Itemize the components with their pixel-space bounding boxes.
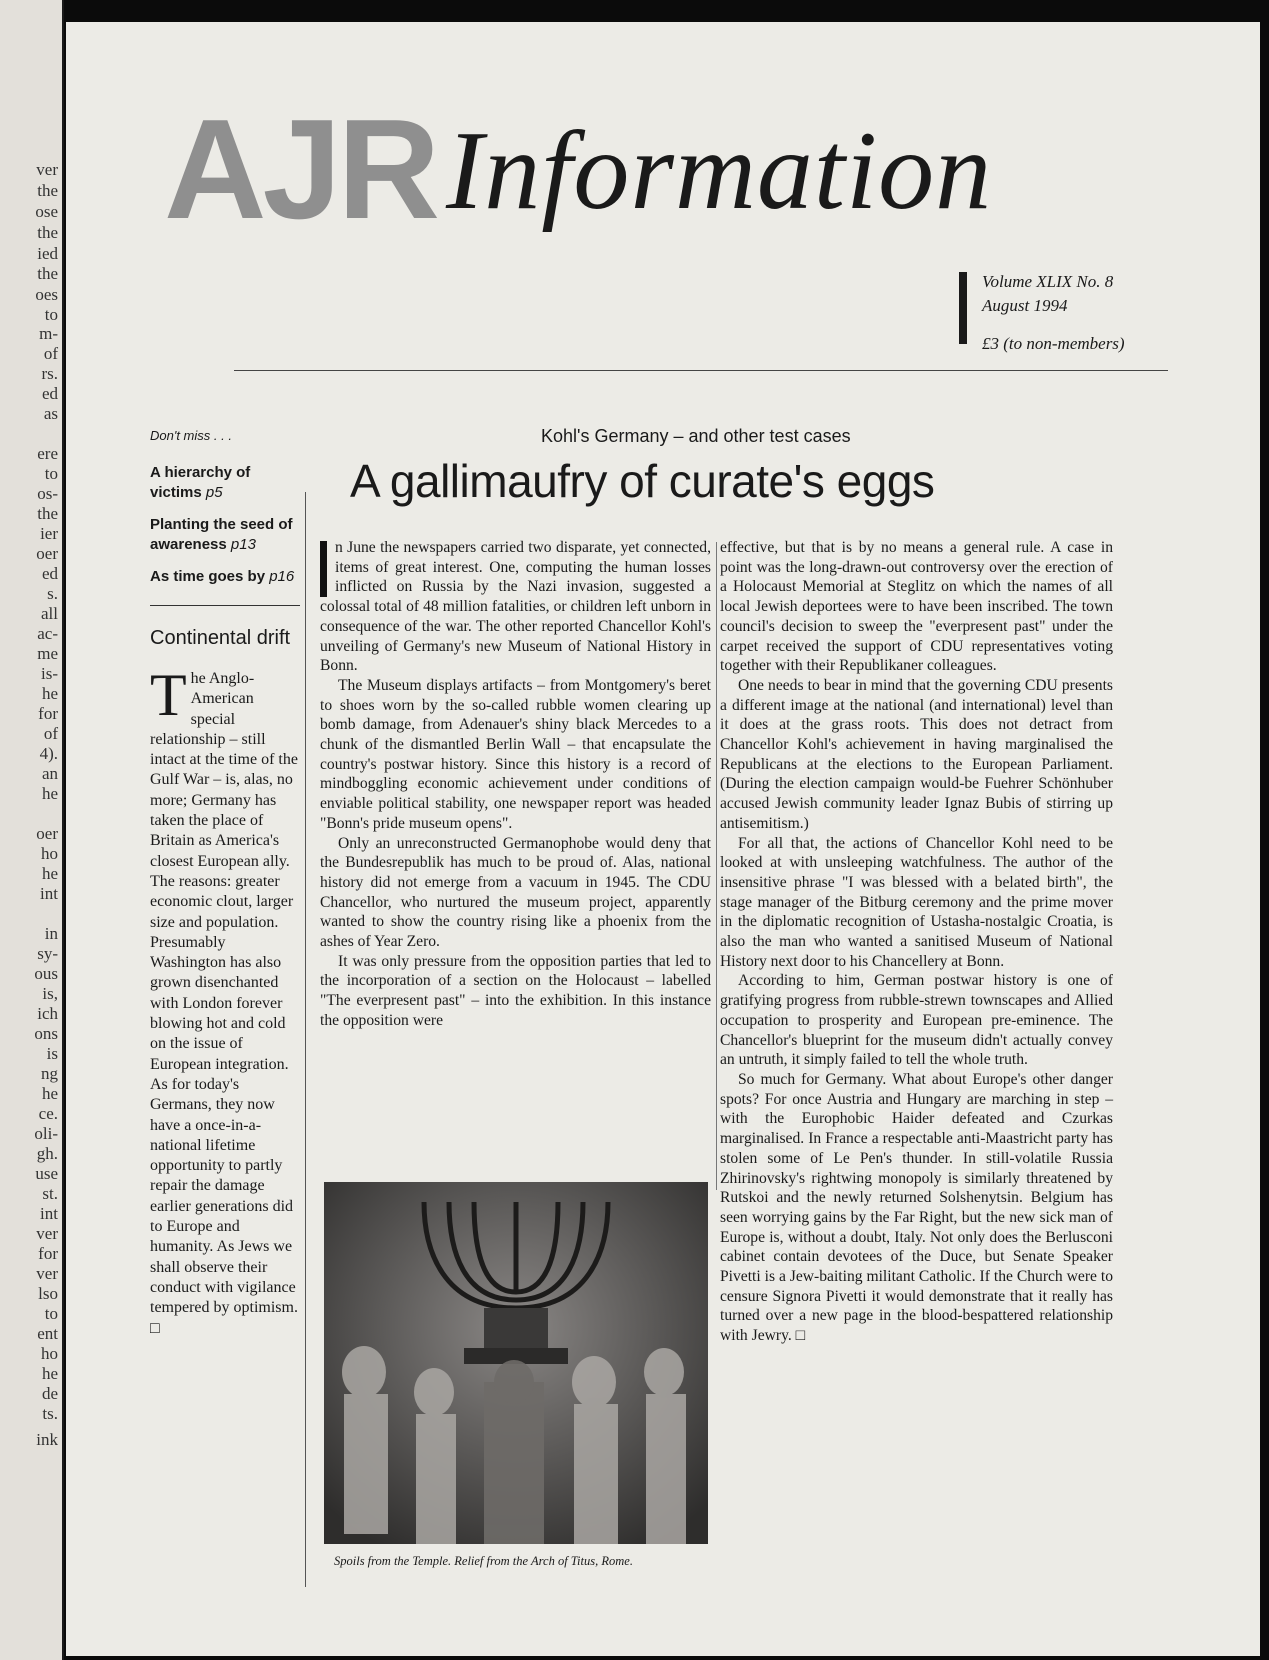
adjacent-page-text: ose [35,202,58,221]
adjacent-page-text: s. [47,584,58,603]
adjacent-page-text: ier [40,524,58,543]
adjacent-page-text: 4). [39,744,58,763]
adjacent-page-text: for [38,1244,58,1263]
adjacent-page-text: all [41,604,58,623]
adjacent-page-text: the [37,504,58,523]
adjacent-page-text: is [46,1044,58,1063]
adjacent-page-text: ed [41,564,58,583]
adjacent-page-text: ver [36,160,58,179]
adjacent-page-text: ink [36,1430,58,1449]
column-divider [716,542,717,1190]
adjacent-page-text: oes [35,285,58,304]
masthead-information: Information [446,109,993,233]
adjacent-page-text: as [43,404,58,423]
masthead-rule [234,370,1168,371]
adjacent-page-text: of [43,724,58,743]
arch-of-titus-photo [324,1182,708,1544]
volume-bar [959,272,967,344]
adjacent-page-text: he [41,684,58,703]
adjacent-page-text: sy- [37,944,58,963]
adjacent-page-text: to [44,464,58,483]
adjacent-page-text: ver [36,1224,58,1243]
adjacent-page-text: for [38,704,58,723]
adjacent-page-text: ver [36,1264,58,1283]
adjacent-page-text: lso [38,1284,58,1303]
adjacent-page-text: he [41,1364,58,1383]
adjacent-page-text: the [37,264,58,283]
issue-price: £3 (to non-members) [982,334,1125,353]
adjacent-page-text: to [44,305,58,324]
sidebar-feature-body: The Anglo-American special relationship – still intact at the time of the Gulf War – is, alas, no more; Germany has taken the place of Britain as America's closest European ally. The reasons: greater economic clout, larger size and population. Presumably Washington has also grown disenchanted with London forever blowing hot and cold on the issue of European integration. As for today's Germans, they now have a once-in-a-national lifetime opportunity to partly repair the damage earlier generations did to Europe and humanity. As Jews we shall observe their conduct with vigilance tempered by optimism. □ [150,662,298,1337]
adjacent-page-text: ed [41,384,58,403]
paragraph: n June the newspapers carried two disparate, yet connected, items of great interest. One, computing the human losses inflicted on Russia by the Nazi invasion, suggested a colossal total of 48 million fatalities, or children left unborn in consequence of the war. The other reported Chancellor Kohl's unveiling of Germany's new Museum of National History in Bonn. [320,539,711,675]
relief-image [324,1182,708,1544]
article-headline: A gallimaufry of curate's eggs [350,455,935,507]
adjacent-page-text: he [41,784,58,803]
paragraph: For all that, the actions of Chancellor Kohl need to be looked at with unsleeping watchfulness. The author of the insensitive phrase "I was blessed with a belated birth", the stage manager of the Bitburg ceremony and the prime mover in the diplomatic recognition of Ustasha-nostalgic Croatia, is also the man who wanted a sanitised Museum of National History next door to his Chancellery at Bonn. [720,834,1113,970]
sidebar [150,428,300,1339]
volume-info [982,270,1125,356]
adjacent-page-text: de [41,1384,58,1403]
adjacent-page-text: oer [36,544,58,563]
dont-miss-label: Don't miss . . . [150,428,232,443]
adjacent-page-edge [0,0,64,1660]
paragraph: The Museum displays artifacts – from Montgomery's beret to shoes worn by the so-called rubble women clearing up bomb damage, from Adenauer's shiny black Mercedes to a chunk of the dismantled Berlin Wall – that encapsulate the country's postwar history. Since this history is a record of mindboggling economic achievement under conditions of enviable political stability, one newspaper report was headed "Bonn's pride museum opens". [320,676,711,832]
adjacent-page-text: ich [37,1004,58,1023]
adjacent-page-text: ho [41,844,58,863]
adjacent-page-text: is- [41,664,58,683]
adjacent-page-text: ce. [38,1104,58,1123]
adjacent-page-text: the [37,181,58,200]
sidebar-feature-title: Continental drift [150,627,291,649]
article-column-1 [320,538,711,1031]
adjacent-page-text: me [37,644,58,663]
adjacent-page-text: the [37,223,58,242]
adjacent-page-text: int [40,884,58,903]
adjacent-page-text: oli- [34,1124,58,1143]
adjacent-page-text: rs. [41,364,58,383]
article-column-2 [720,538,1113,1346]
paragraph: effective, but that is by no means a general rule. A case in point was the long-drawn-out controversy over the erection of a Holocaust Memorial at Steglitz on which the names of all local Jewish deportees were to have been inscribed. The town council's decision to sweep the "everpresent past" under the carpet received the support of CDU representatives voting together with their Republikaner colleagues. [720,539,1113,675]
adjacent-page-text: in [44,924,58,943]
masthead-ajr: AJR [164,90,437,249]
adjacent-page-text: an [41,764,58,783]
adjacent-page-text: gh. [36,1144,58,1163]
sidebar-divider [305,492,306,1587]
adjacent-page-text: he [41,1084,58,1103]
paragraph: According to him, German postwar history is one of gratifying progress from rubble-strewn townscapes and Allied occupation to prosperity and European pre-eminence. The Chancellor's blueprint for the museum didn't actually convey an untruth, it simply failed to tell the whole truth. [720,972,1113,1069]
drop-cap-bar [320,541,327,597]
adjacent-page-text: ied [37,244,58,263]
photo-caption: Spoils from the Temple. Relief from the Arch of Titus, Rome. [334,1554,633,1568]
article-kicker: Kohl's Germany – and other test cases [541,426,851,446]
adjacent-page-text: oer [36,824,58,843]
adjacent-page-text: use [35,1164,58,1183]
adjacent-page-text: ere [37,444,58,463]
adjacent-page-text: ous [34,964,58,983]
adjacent-page-text: ons [34,1024,58,1043]
sidebar-rule [150,605,300,606]
adjacent-page-text: os- [37,484,58,503]
adjacent-page-text: he [41,864,58,883]
adjacent-page-text: st. [42,1184,58,1203]
paragraph: Only an unreconstructed Germanophobe would deny that the Bundesrepublik has much to be proud of. Alas, national history did not emerge from a vacuum in 1945. The CDU Chancellor, who nurtured the museum project, apparently wanted to show the country rising like a phoenix from the ashes of Year Zero. [320,834,711,951]
toc-item[interactable]: Planting the seed of awareness p13 [150,516,293,553]
adjacent-page-text: to [44,1304,58,1323]
volume-number: Volume XLIX No. 8 [982,272,1114,291]
paragraph: So much for Germany. What about Europe's other danger spots? For once Austria and Hungary are marching in step – with the Europhobic Haider defeated and Czurkas marginalised. In France a respectable anti-Maastricht party has stolen some of Le Pen's thunder. In still-volatile Russia Zhirinovsky's rightwing monopoly is similarly threatened by Rutskoi and the newly returned Solshenytsin. Belgium has seen worrying gains by the Far Right, but the new sick man of Europe is, without a doubt, Italy. Not only does the Berlusconi cabinet contain devotees of the Duce, but Senate Speaker Pivetti is a Jew-baiting militant Catholic. If the Church were to censure Signora Pivetti it would demonstrate that it really has turned over a new page in the blood-bespattered relationship with Jewry. □ [720,1070,1113,1345]
adjacent-page-text: int [40,1204,58,1223]
paragraph: One needs to bear in mind that the governing CDU presents a different image at the national (and international) level than it does at the grass roots. This does not detract from Chancellor Kohl's achievement in having marginalised the Republicans at the elections to the European Parliament. (During the election campaign would-be Fuehrer Schönhuber accused Jewish community leader Ignaz Bubis of stirring up antisemitism.) [720,676,1113,832]
adjacent-page-text: ng [41,1064,58,1083]
adjacent-page-text: ac- [37,624,58,643]
toc-item[interactable]: A hierarchy of victims p5 [150,464,251,501]
drop-cap: T [150,662,187,728]
toc-item[interactable]: As time goes by p16 [150,568,295,585]
adjacent-page-text: ent [37,1324,58,1343]
adjacent-page-text: m- [39,324,58,343]
adjacent-page-text: ho [41,1344,58,1363]
adjacent-page-text: is, [42,984,58,1003]
paragraph: It was only pressure from the opposition parties that led to the incorporation of a section on the Holocaust – labelled "The everpresent past" – into the exhibition. In this instance the opposition were [320,952,711,1029]
magazine-page [66,22,1260,1656]
issue-date: August 1994 [982,296,1068,315]
adjacent-page-text: ts. [42,1404,58,1423]
masthead [164,90,1184,249]
adjacent-page-text: of [43,344,58,363]
